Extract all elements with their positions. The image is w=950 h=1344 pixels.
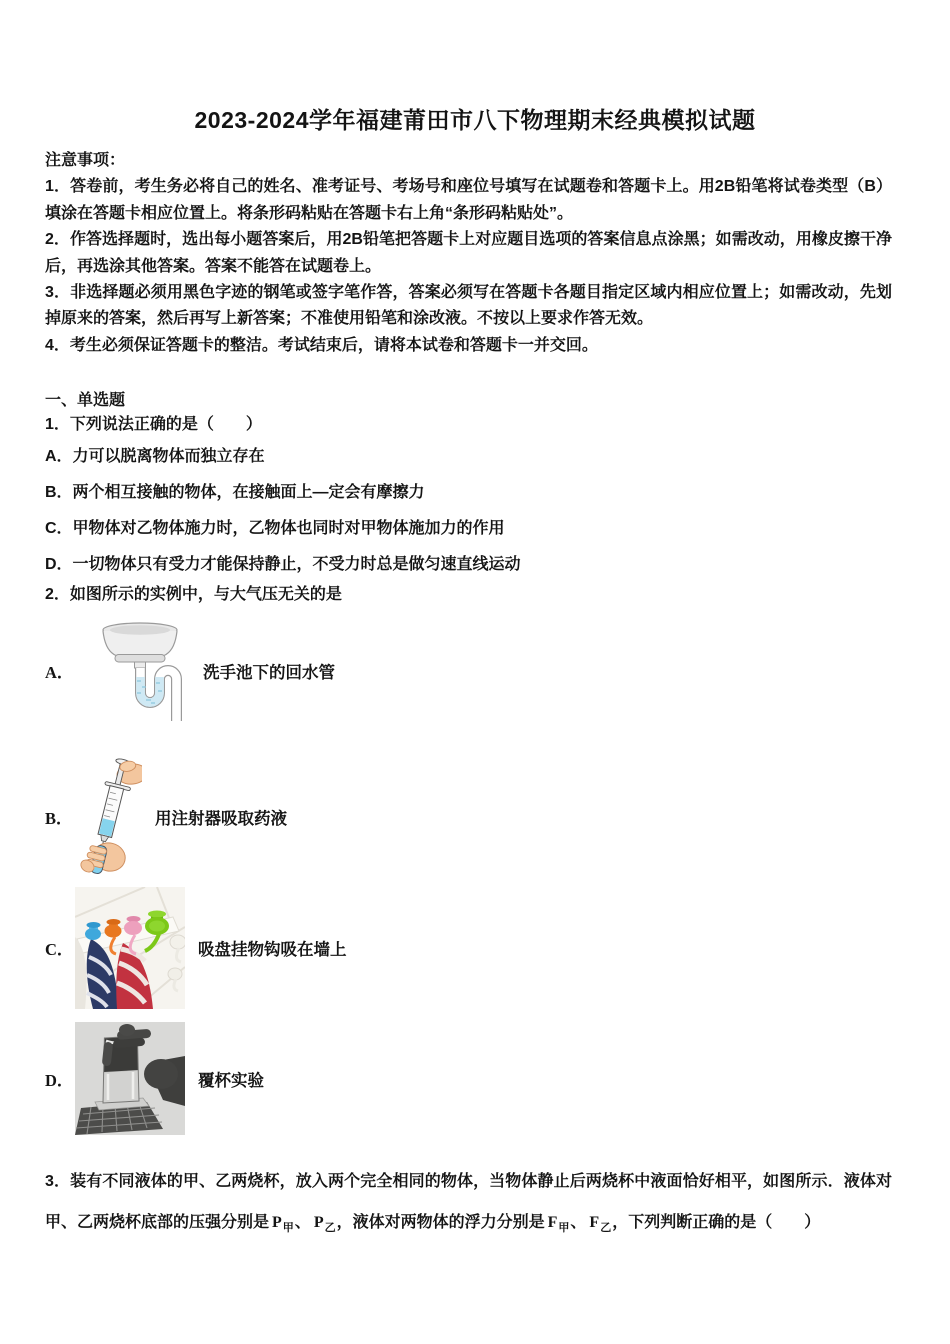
section-heading: 一、单选题 bbox=[45, 392, 126, 410]
q2-option-a-label: A． bbox=[45, 663, 74, 683]
q1-option-b: B．两个相互接触的物体，在接触面上—定会有摩擦力 bbox=[45, 484, 425, 502]
sink-drain-pipe-illustration bbox=[95, 621, 185, 721]
q2-option-b-label: B． bbox=[45, 809, 73, 829]
q3-text-4: 、 bbox=[570, 1214, 587, 1232]
syringe-illustration bbox=[78, 757, 142, 877]
notice-item-2: 2．作答选择题时，选出每小题答案后，用2B铅笔把答题卡上对应题目选项的答案信息点涂黑；如需改动，用橡皮擦干净后，再选涂其他答案。答案不能答在试题卷上。 bbox=[45, 231, 892, 275]
buoyancy-symbol-f1: F bbox=[547, 1214, 558, 1232]
q2-option-c-label: C． bbox=[45, 940, 74, 960]
q2-option-b-caption: 用注射器吸取药液 bbox=[155, 810, 287, 829]
blue-hook bbox=[85, 922, 101, 940]
q2-option-c-row bbox=[45, 887, 892, 1009]
q1-option-a: A．力可以脱离物体而独立存在 bbox=[45, 448, 265, 466]
notice-item-1: 1．答卷前，考生务必将自己的姓名、准考证号、考场号和座位号填写在试题卷和答题卡上。用2B铅笔将试卷类型（B）填涂在答题卡相应位置上。将条形码粘贴在答题卡右上角“条形码粘贴处”。 bbox=[45, 178, 892, 222]
subscript-yi-2: 乙 bbox=[600, 1222, 612, 1235]
q1-option-c: C．甲物体对乙物体施力时，乙物体也同时对甲物体施加力的作用 bbox=[45, 520, 505, 538]
subscript-jia-2: 甲 bbox=[558, 1222, 570, 1235]
suction-hooks-photo bbox=[75, 887, 185, 1009]
q1-stem: 1．下列说法正确的是（ ） bbox=[45, 416, 262, 434]
notice-item-4: 4．考生必须保证答题卡的整洁。考试结束后，请将本试卷和答题卡一并交回。 bbox=[45, 336, 598, 354]
notice-section bbox=[45, 148, 892, 359]
notice-heading: 注意事项： bbox=[45, 152, 126, 169]
q2-option-a-row bbox=[45, 621, 892, 721]
q2-option-d-row bbox=[45, 1022, 892, 1135]
q3-text-1: 3．装有不同液体的甲、乙两烧杯，放入两个完全相同的物体，当物体静止后两烧杯中液面恰好相平，如图所示．液体对甲、乙两烧杯底部的压强分别是 bbox=[45, 1173, 892, 1232]
pressure-symbol-p2: P bbox=[313, 1214, 324, 1232]
trapped-water bbox=[137, 677, 162, 703]
q3-text-2: 、 bbox=[294, 1214, 311, 1232]
q2-option-a-caption: 洗手池下的回水管 bbox=[203, 664, 335, 683]
notice-item-3: 3．非选择题必须用黑色字迹的钢笔或签字笔作答，答案必须写在答题卡各题目指定区域内相应位置上；如需改动，先划掉原来的答案，然后再写上新答案；不准使用铅笔和涂改液。不按以上要求作答无效。 bbox=[45, 284, 892, 328]
covered-cup-experiment-photo bbox=[75, 1022, 185, 1135]
buoyancy-symbol-f2: F bbox=[589, 1214, 600, 1232]
sink-basin bbox=[103, 623, 177, 668]
q2-option-d-label: D． bbox=[45, 1070, 74, 1090]
q2-option-b-row bbox=[45, 757, 892, 877]
q3-text-3: ，液体对两物体的浮力分别是 bbox=[336, 1214, 545, 1232]
page-title: 2023-2024学年福建莆田市八下物理期末经典模拟试题 bbox=[194, 107, 756, 133]
subscript-jia-1: 甲 bbox=[282, 1222, 294, 1235]
q2-option-c-caption: 吸盘挂物钩吸在墙上 bbox=[198, 941, 347, 960]
q2-option-d-caption: 覆杯实验 bbox=[198, 1071, 264, 1090]
q1-option-d: D．一切物体只有受力才能保持静止，不受力时总是做匀速直线运动 bbox=[45, 556, 521, 574]
q2-stem: 2．如图所示的实例中，与大气压无关的是 bbox=[45, 586, 342, 604]
q3-text-5: ，下列判断正确的是（ ） bbox=[612, 1214, 821, 1232]
q3-stem bbox=[45, 1161, 892, 1249]
subscript-yi-1: 乙 bbox=[324, 1222, 336, 1235]
pressure-symbol-p1: P bbox=[272, 1214, 282, 1232]
questions-section bbox=[45, 389, 892, 1249]
